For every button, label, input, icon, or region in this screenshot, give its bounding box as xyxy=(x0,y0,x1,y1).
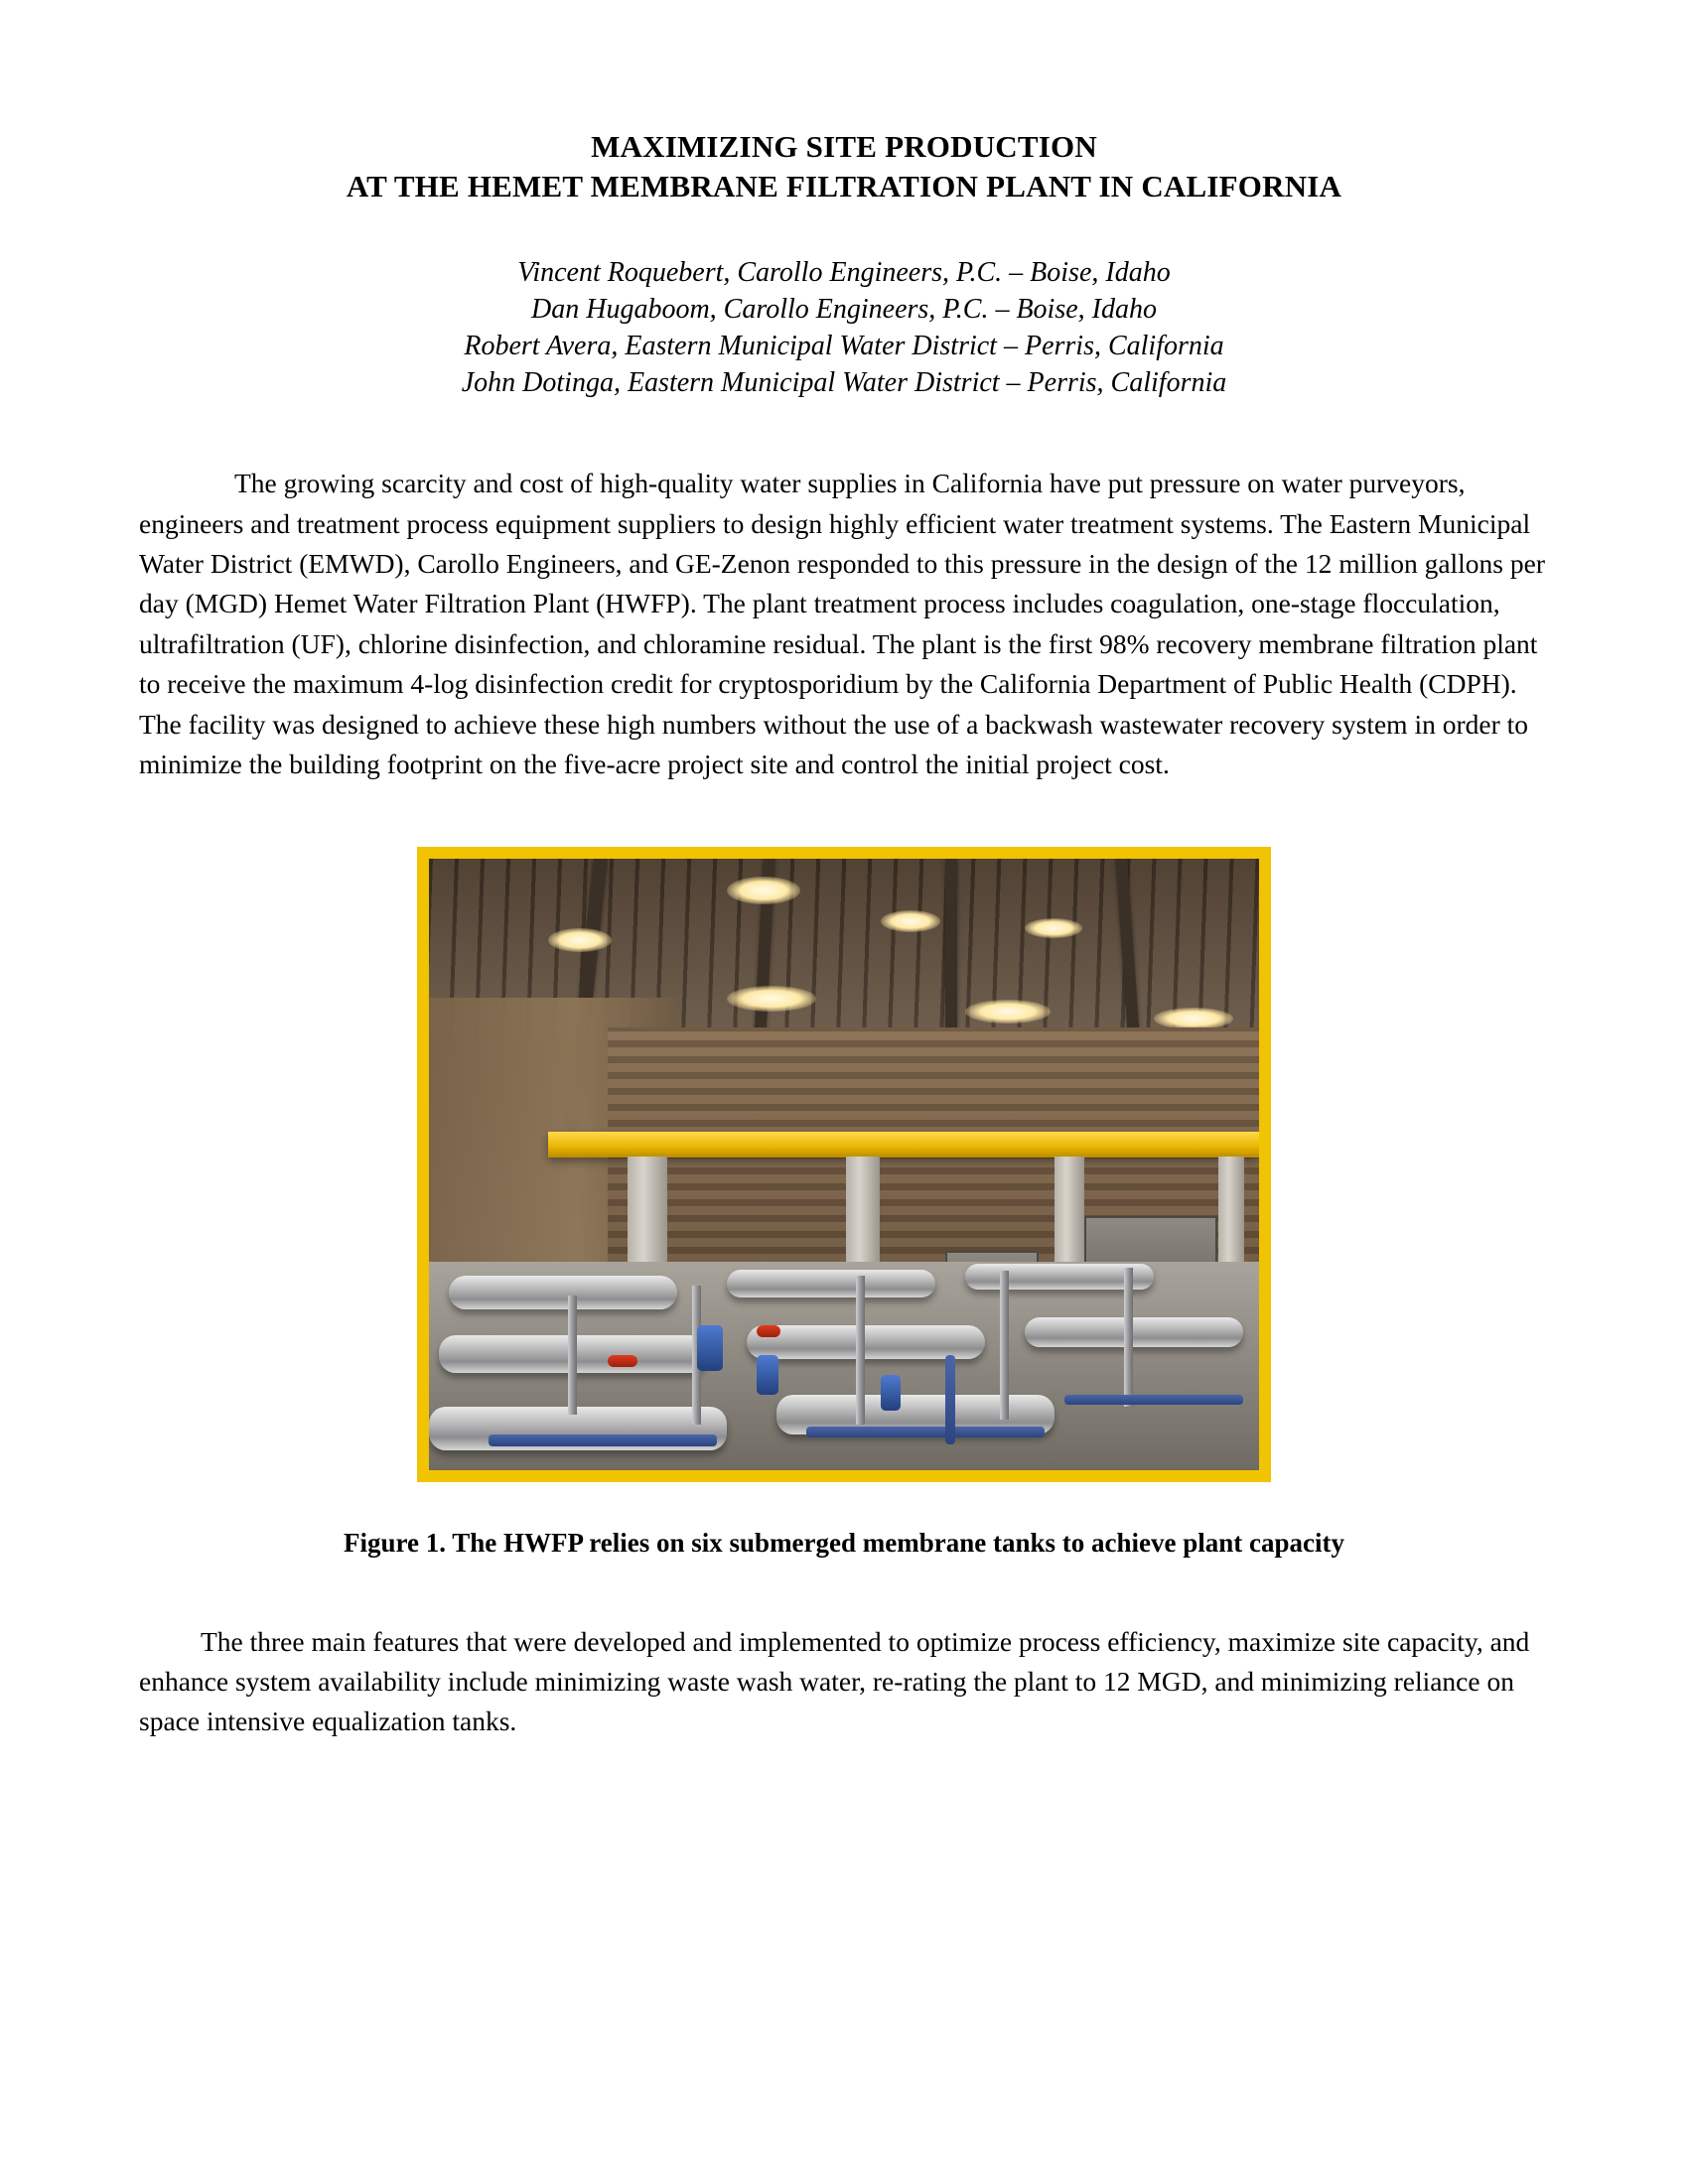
author-list xyxy=(139,255,1549,402)
figure-image-frame xyxy=(417,847,1271,1482)
blue-valve-actuator xyxy=(697,1325,723,1371)
blue-process-pipe xyxy=(806,1427,1045,1437)
title-line-1: MAXIMIZING SITE PRODUCTION xyxy=(591,129,1097,164)
ceiling-light xyxy=(881,910,940,932)
membrane-tank xyxy=(449,1276,677,1309)
blue-valve-actuator xyxy=(881,1375,901,1411)
body-paragraph-2: The three main features that were developed and implemented to optimize process efficiency, maximize site capacity, and enhance system availability include minimizing waste wash water, re-rating the plant to 12 MGD, and minimizing reliance on space intensive equalization tanks. xyxy=(139,1625,1530,1737)
plant-interior-photo xyxy=(429,859,1259,1470)
red-valve-handle xyxy=(757,1325,780,1337)
body-paragraph-1: The growing scarcity and cost of high-quality water supplies in California have put pressure on water purveyors, engineers and treatment process equipment suppliers to design highly efficient water treatment systems. The Eastern Municipal Water District (EMWD), Carollo Engineers, and GE-Zenon responded to this pressure in the design of the 12 million gallons per day (MGD) Hemet Water Filtration Plant (HWFP). The plant treatment process includes coagulation, one-stage flocculation, ultrafiltration (UF), chlorine disinfection, and chloramine residual. The plant is the first 98% recovery membrane filtration plant to receive the maximum 4-log disinfection credit for cryptosporidium by the California Department of Public Health (CDPH). The facility was designed to achieve these high numbers without the use of a backwash wastewater recovery system in order to minimize the building footprint on the five-acre project site and control the initial project cost. xyxy=(139,468,1545,780)
author-line-4: John Dotinga, Eastern Municipal Water District – Perris, California xyxy=(461,367,1227,399)
vertical-pipe xyxy=(856,1276,865,1425)
author-line-2: Dan Hugaboom, Carollo Engineers, P.C. – Boise, Idaho xyxy=(531,294,1157,326)
ceiling-light xyxy=(727,986,816,1012)
membrane-tank xyxy=(1025,1317,1243,1347)
ceiling-light xyxy=(727,877,800,904)
blue-process-pipe xyxy=(1064,1395,1243,1405)
red-valve-handle xyxy=(608,1355,637,1367)
blue-valve-actuator xyxy=(757,1355,778,1395)
membrane-tank xyxy=(727,1270,935,1297)
figure-1 xyxy=(139,847,1549,1482)
page-title xyxy=(139,127,1549,205)
overhead-crane xyxy=(548,1132,1259,1158)
ceiling-light xyxy=(548,928,612,952)
blue-process-pipe xyxy=(945,1355,955,1444)
ceiling-light xyxy=(1154,1008,1233,1029)
membrane-tank xyxy=(747,1325,985,1359)
vertical-pipe xyxy=(1000,1271,1009,1420)
figure-caption: Figure 1. The HWFP relies on six submerged membrane tanks to achieve plant capacity xyxy=(344,1527,1344,1558)
blue-process-pipe xyxy=(489,1434,717,1446)
vertical-pipe xyxy=(1124,1268,1133,1407)
author-line-1: Vincent Roquebert, Carollo Engineers, P.C. – Boise, Idaho xyxy=(517,257,1171,289)
title-line-2: AT THE HEMET MEMBRANE FILTRATION PLANT IN CALIFORNIA xyxy=(346,168,1342,204)
author-line-3: Robert Avera, Eastern Municipal Water District – Perris, California xyxy=(464,331,1224,362)
vertical-pipe xyxy=(568,1296,577,1415)
ceiling-light xyxy=(965,1000,1051,1024)
ceiling-light xyxy=(1025,918,1082,938)
